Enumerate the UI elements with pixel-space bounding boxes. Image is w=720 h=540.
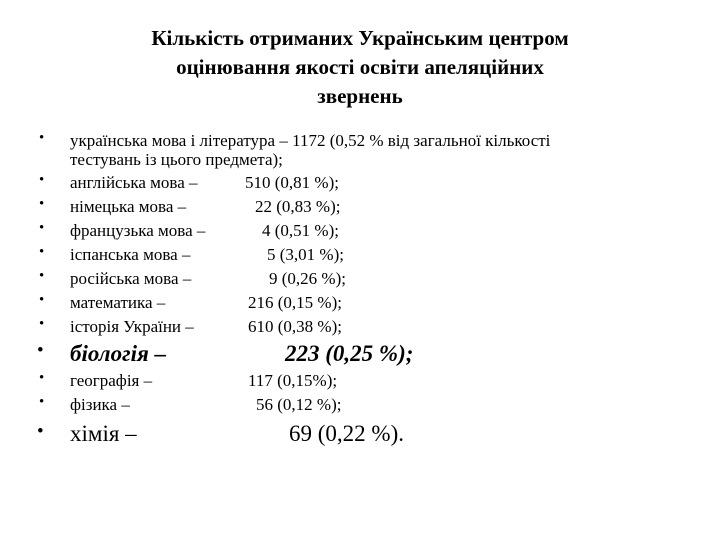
appeal-count: 4 (0,51 %); — [262, 221, 339, 240]
bullet-icon: • — [37, 421, 44, 442]
appeal-count: 22 (0,83 %); — [255, 197, 341, 216]
bullet-icon: • — [39, 130, 45, 146]
bullet-icon: • — [39, 172, 45, 188]
appeal-count: 117 (0,15%); — [248, 371, 338, 390]
title-line-1: Кількість отриманих Українським центром — [151, 26, 569, 50]
appeal-count: 5 (3,01 %); — [267, 245, 344, 264]
subject-label: географія – — [70, 371, 153, 390]
slide-title — [60, 24, 660, 111]
subject-label: французька мова – — [70, 221, 206, 240]
subject-label: німецька мова – — [70, 197, 187, 216]
subject-label: біологія – — [70, 341, 167, 366]
bullet-icon: • — [37, 340, 44, 361]
subject-label: фізика – — [70, 395, 130, 414]
bullet-icon: • — [39, 196, 45, 212]
subject-label: математика – — [70, 293, 166, 312]
bullet-icon: • — [39, 268, 45, 284]
subject-label: російська мова – — [70, 269, 192, 288]
bullet-icon: • — [39, 292, 45, 308]
bullet-icon: • — [39, 394, 45, 410]
appeal-count: 223 (0,25 %); — [285, 341, 414, 366]
bullet-icon: • — [39, 244, 45, 260]
appeal-count: 69 (0,22 %). — [289, 421, 404, 446]
appeal-count: 9 (0,26 %); — [269, 269, 346, 288]
appeal-count: 216 (0,15 %); — [248, 293, 342, 312]
list-item-line-1: українська мова і література – 1172 (0,52 % від загальної кількості — [70, 131, 551, 150]
list-item-ukrainian — [70, 131, 550, 169]
appeal-count: 56 (0,12 %); — [256, 395, 342, 414]
title-line-3: звернень — [317, 84, 403, 108]
bullet-icon: • — [39, 316, 45, 332]
appeal-count: 610 (0,38 %); — [248, 317, 342, 336]
subject-label: історія України – — [70, 317, 194, 336]
title-line-2: оцінювання якості освіти апеляційних — [176, 55, 544, 79]
list-item-line-2: тестувань із цього предмета); — [70, 150, 283, 169]
subject-label: хімія – — [70, 421, 137, 446]
appeal-count: 510 (0,81 %); — [245, 173, 339, 192]
subject-label: англійська мова – — [70, 173, 198, 192]
bullet-icon: • — [39, 370, 45, 386]
bullet-icon: • — [39, 220, 45, 236]
subject-label: іспанська мова – — [70, 245, 191, 264]
